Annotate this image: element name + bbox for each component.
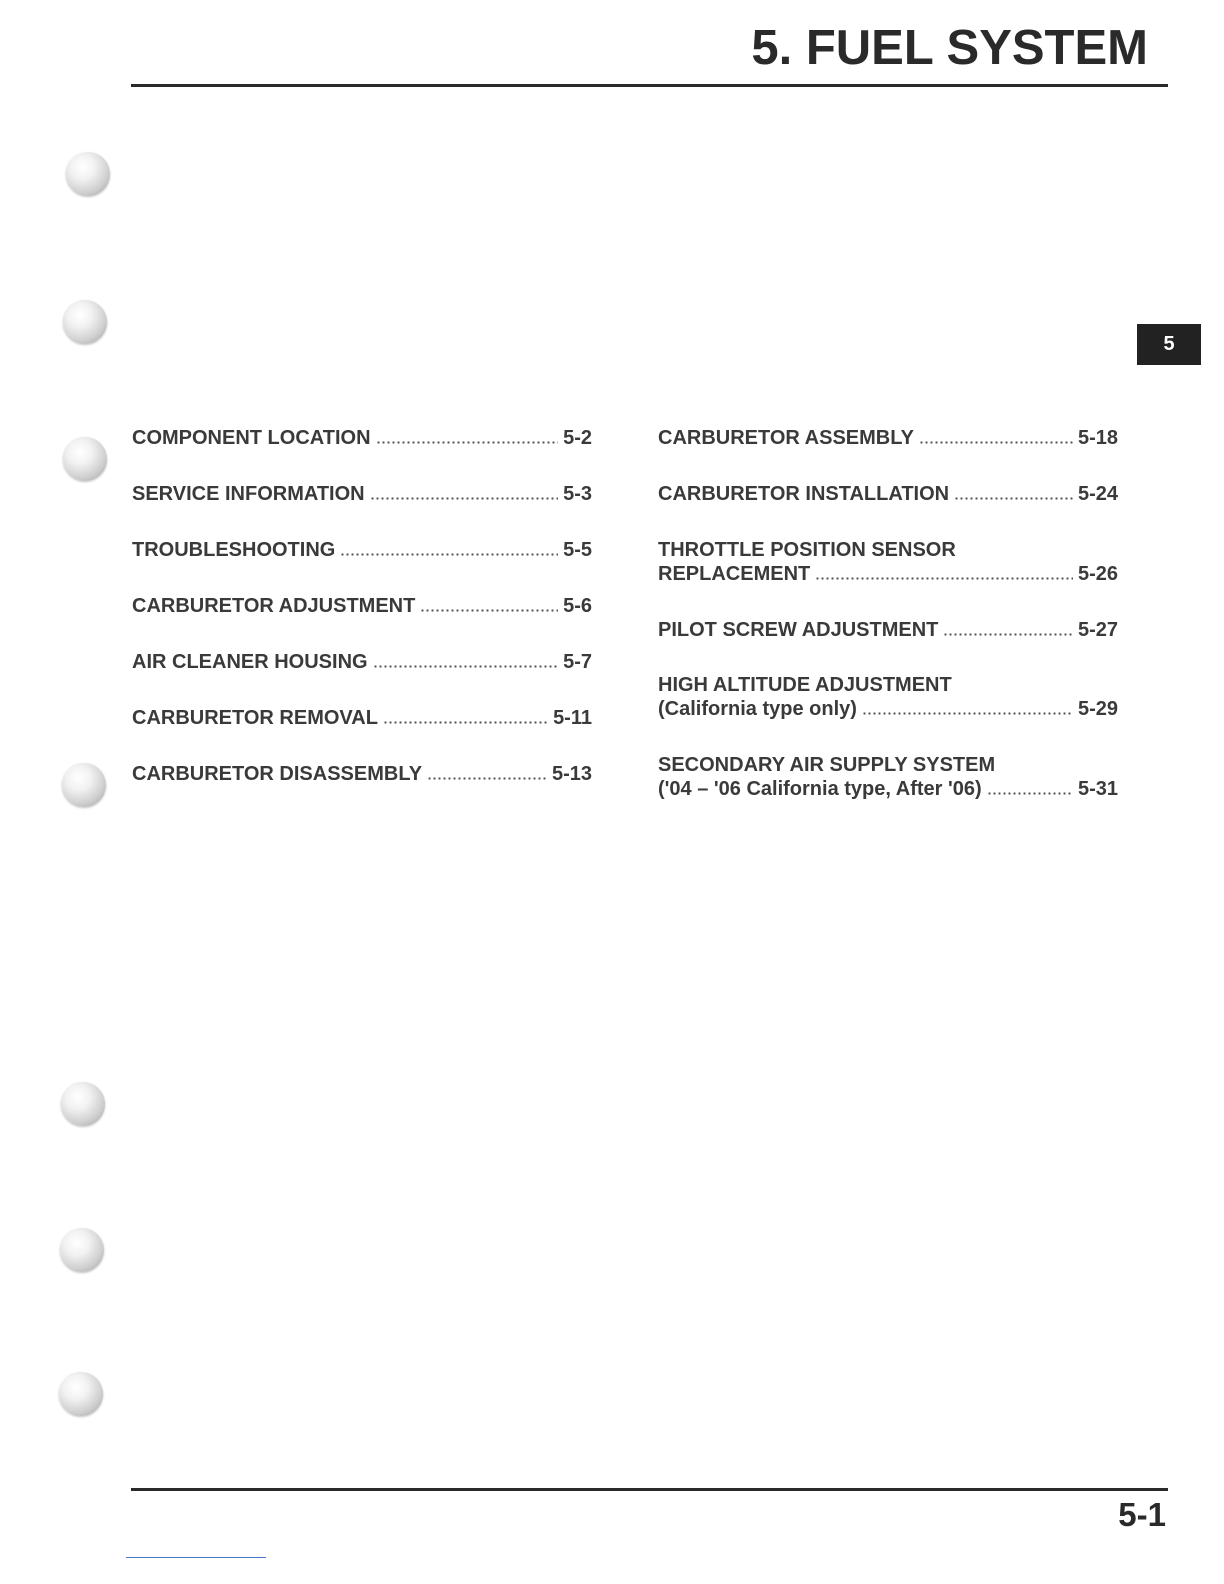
toc-entry[interactable] [658, 753, 1118, 801]
section-tab [1137, 324, 1201, 365]
toc-entry-page: 5-7 [563, 651, 592, 673]
toc-entry[interactable] [658, 673, 1118, 721]
toc-entry[interactable] [132, 762, 592, 786]
toc-entry-label: (California type only) [658, 698, 857, 720]
toc-entry-label: SERVICE INFORMATION [132, 483, 365, 505]
toc-entry-heading-line [658, 538, 1118, 562]
toc-entry[interactable] [658, 618, 1118, 642]
toc-entry[interactable] [132, 426, 592, 450]
toc-entry-heading-line [658, 673, 1118, 697]
dot-leader [919, 441, 1073, 444]
binder-hole-icon [60, 1228, 104, 1272]
toc-entry-label: CARBURETOR INSTALLATION [658, 483, 950, 505]
toc-entry[interactable] [132, 538, 592, 562]
binder-hole-icon [62, 763, 106, 807]
binder-hole-icon [66, 152, 110, 196]
toc-entry[interactable] [132, 706, 592, 730]
toc-entry-page: 5-24 [1077, 483, 1118, 505]
dot-leader [370, 497, 558, 500]
toc-entry-label: CARBURETOR ADJUSTMENT [132, 595, 416, 617]
section-tab-label: 5 [1163, 333, 1175, 355]
binder-hole-icon [61, 1082, 105, 1126]
toc-entry-heading-line [658, 753, 1118, 777]
toc-entry-page: 5-31 [1077, 778, 1118, 800]
toc-entry-page: 5-29 [1077, 698, 1118, 720]
binder-hole-icon [59, 1372, 103, 1416]
toc-entry-page: 5-11 [553, 707, 592, 729]
dot-leader [954, 497, 1073, 500]
toc-entry-label: AIR CLEANER HOUSING [132, 651, 368, 673]
toc-entry[interactable] [658, 426, 1118, 450]
dot-leader [815, 577, 1073, 580]
toc-entry-label: CARBURETOR ASSEMBLY [658, 427, 914, 449]
toc-entry-page: 5-6 [563, 595, 592, 617]
toc-entry-label: CARBURETOR DISASSEMBLY [132, 763, 423, 785]
toc-entry-heading: THROTTLE POSITION SENSOR [658, 539, 956, 561]
toc-entry-page: 5-13 [551, 763, 592, 785]
dot-leader [427, 777, 547, 780]
toc-entry-page: 5-3 [563, 483, 592, 505]
toc-entry-page: 5-27 [1077, 619, 1118, 641]
toc-entry-heading: SECONDARY AIR SUPPLY SYSTEM [658, 754, 996, 776]
page-number: 5-1 [1118, 1496, 1166, 1533]
dot-leader [420, 609, 558, 612]
toc-entry[interactable] [658, 482, 1118, 506]
page-title: 5. FUEL SYSTEM [751, 21, 1148, 75]
toc-entry[interactable] [132, 650, 592, 674]
dot-leader [376, 441, 559, 444]
dot-leader [383, 721, 548, 724]
dot-leader [943, 633, 1073, 636]
toc-entry-heading: HIGH ALTITUDE ADJUSTMENT [658, 674, 952, 696]
footer-rule [131, 1488, 1168, 1491]
toc-entry-label: PILOT SCREW ADJUSTMENT [658, 619, 939, 641]
header-rule [131, 84, 1168, 87]
toc-entry-label: ('04 – '06 California type, After '06) [658, 778, 982, 800]
toc-entry-label: CARBURETOR REMOVAL [132, 707, 378, 729]
toc-entry-page: 5-2 [563, 427, 592, 449]
toc-entry-page: 5-5 [563, 539, 592, 561]
binder-hole-icon [63, 437, 107, 481]
toc-entry-label: TROUBLESHOOTING [132, 539, 336, 561]
scan-artifact-line [126, 1557, 266, 1558]
toc-entry-label: COMPONENT LOCATION [132, 427, 371, 449]
dot-leader [373, 665, 559, 668]
toc-entry[interactable] [132, 594, 592, 618]
toc-entry-page: 5-18 [1077, 427, 1118, 449]
toc-entry-label: REPLACEMENT [658, 563, 811, 585]
dot-leader [862, 712, 1073, 715]
dot-leader [340, 553, 558, 556]
dot-leader [987, 792, 1073, 795]
toc-entry[interactable] [132, 482, 592, 506]
binder-hole-icon [63, 300, 107, 344]
toc-entry[interactable] [658, 538, 1118, 586]
toc-entry-page: 5-26 [1077, 563, 1118, 585]
